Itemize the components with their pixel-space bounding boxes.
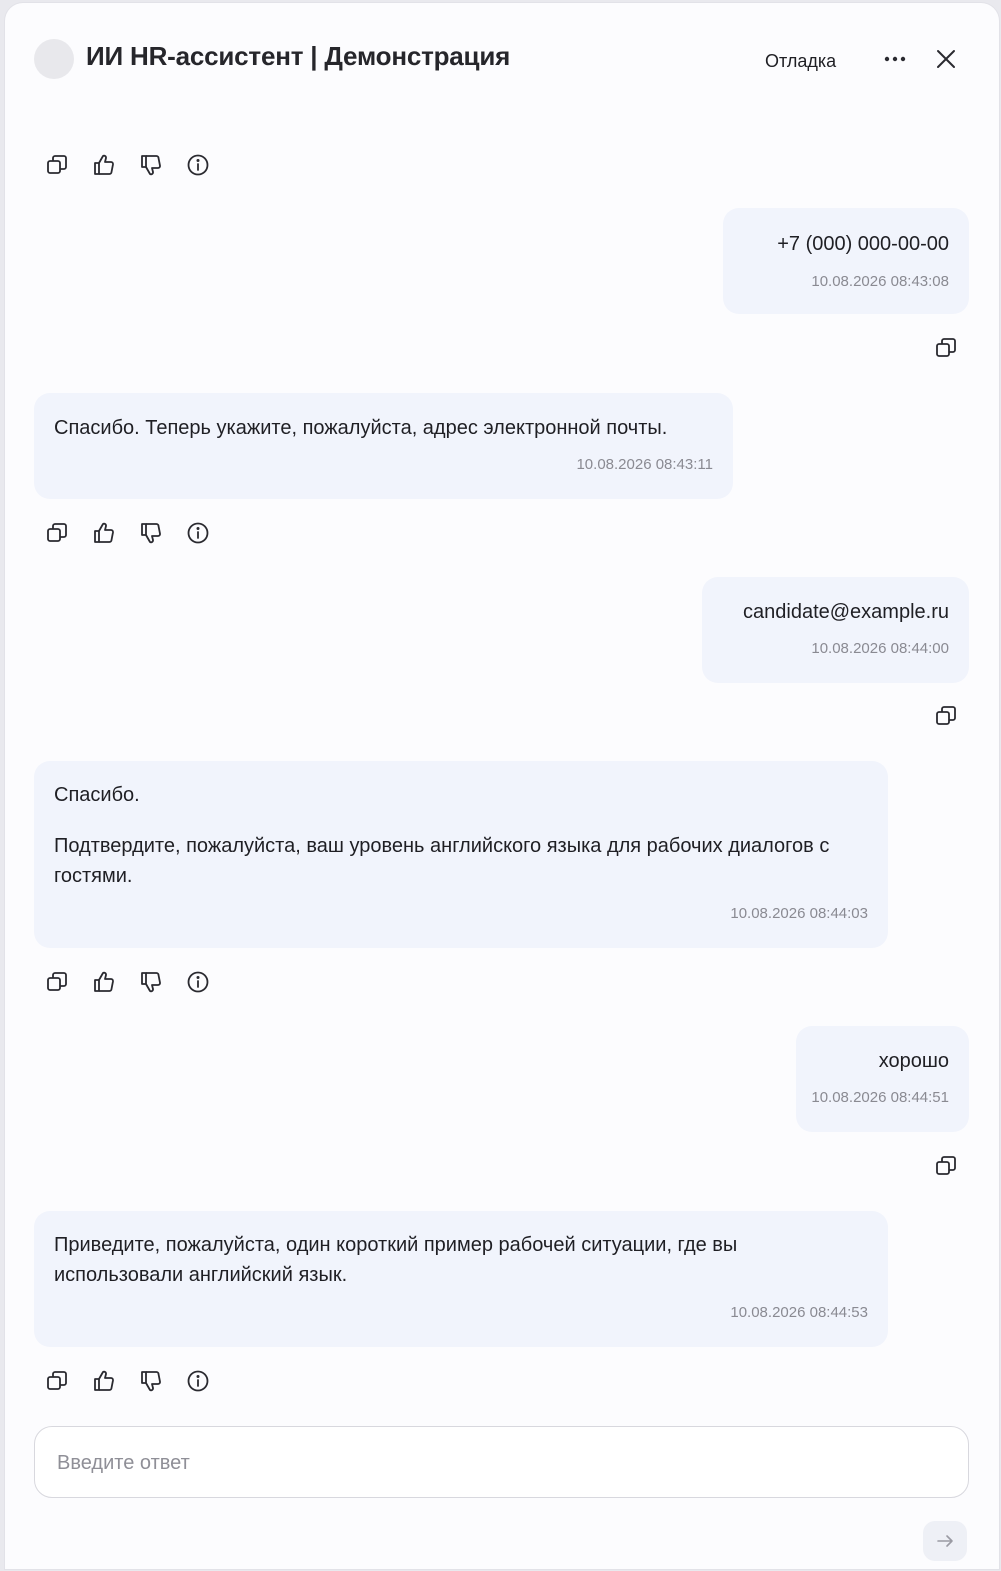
chat-header	[5, 3, 999, 113]
dislike-button[interactable]	[135, 149, 167, 181]
chat-title: ИИ HR-ассистент | Демонстрация	[86, 41, 511, 71]
message-text: Спасибо. Теперь укажите, пожалуйста, адрес электронной почты.	[54, 417, 668, 439]
like-button[interactable]	[88, 517, 120, 549]
copy-icon	[45, 970, 69, 994]
info-icon	[186, 153, 210, 177]
message-actions	[41, 966, 214, 998]
info-icon	[186, 970, 210, 994]
close-icon	[936, 49, 956, 69]
thumbs-down-icon	[139, 153, 163, 177]
copy-icon	[934, 1154, 958, 1178]
copy-icon	[45, 1369, 69, 1393]
copy-button[interactable]	[41, 1365, 73, 1397]
copy-icon	[934, 704, 958, 728]
thumbs-up-icon	[92, 521, 116, 545]
info-icon	[186, 1369, 210, 1393]
more-horizontal-icon	[884, 56, 906, 62]
dislike-button[interactable]	[135, 966, 167, 998]
thumbs-up-icon	[92, 970, 116, 994]
dislike-button[interactable]	[135, 517, 167, 549]
copy-button[interactable]	[41, 517, 73, 549]
like-button[interactable]	[88, 149, 120, 181]
send-button[interactable]	[923, 1521, 967, 1561]
dislike-button[interactable]	[135, 1365, 167, 1397]
message-timestamp: 10.08.2026 08:44:00	[811, 640, 949, 657]
message-timestamp: 10.08.2026 08:44:53	[730, 1304, 868, 1321]
message-actions	[41, 517, 214, 549]
user-message	[723, 208, 969, 314]
copy-icon	[45, 521, 69, 545]
info-button[interactable]	[182, 1365, 214, 1397]
thumbs-down-icon	[139, 521, 163, 545]
message-text: Спасибо.	[54, 784, 140, 806]
like-button[interactable]	[88, 1365, 120, 1397]
user-message	[702, 577, 969, 683]
more-button[interactable]	[877, 41, 913, 77]
arrow-right-icon	[936, 1534, 954, 1548]
answer-input-container	[34, 1426, 969, 1498]
info-icon	[186, 521, 210, 545]
assistant-avatar	[34, 39, 74, 79]
info-button[interactable]	[182, 966, 214, 998]
copy-icon	[934, 336, 958, 360]
message-text: +7 (000) 000-00-00	[777, 233, 949, 255]
message-timestamp: 10.08.2026 08:44:51	[811, 1089, 949, 1106]
info-button[interactable]	[182, 149, 214, 181]
message-timestamp: 10.08.2026 08:43:11	[576, 456, 713, 473]
copy-button[interactable]	[930, 1150, 962, 1182]
like-button[interactable]	[88, 966, 120, 998]
copy-button[interactable]	[41, 966, 73, 998]
assistant-message	[34, 393, 733, 499]
message-text: Подтвердите, пожалуйста, ваш уровень английского языка для рабочих диалогов с гостями.	[54, 835, 830, 887]
message-actions	[41, 149, 214, 181]
thumbs-down-icon	[139, 1369, 163, 1393]
thumbs-up-icon	[92, 1369, 116, 1393]
message-text: хорошо	[878, 1050, 949, 1072]
message-actions	[41, 1365, 214, 1397]
close-button[interactable]	[928, 41, 964, 77]
copy-button[interactable]	[41, 149, 73, 181]
assistant-message	[34, 761, 888, 948]
copy-button[interactable]	[930, 700, 962, 732]
thumbs-down-icon	[139, 970, 163, 994]
message-text: candidate@example.ru	[743, 601, 949, 623]
user-message	[796, 1026, 969, 1132]
copy-icon	[45, 153, 69, 177]
message-timestamp: 10.08.2026 08:44:03	[730, 905, 868, 922]
copy-button[interactable]	[930, 332, 962, 364]
answer-input[interactable]	[55, 1445, 939, 1481]
assistant-message	[34, 1211, 888, 1347]
thumbs-up-icon	[92, 153, 116, 177]
message-text: Приведите, пожалуйста, один короткий пример рабочей ситуации, где вы использовали английский язык.	[54, 1234, 738, 1286]
chat-window	[5, 3, 999, 1569]
debug-button[interactable]: Отладка	[753, 47, 848, 76]
info-button[interactable]	[182, 517, 214, 549]
message-timestamp: 10.08.2026 08:43:08	[811, 273, 949, 290]
